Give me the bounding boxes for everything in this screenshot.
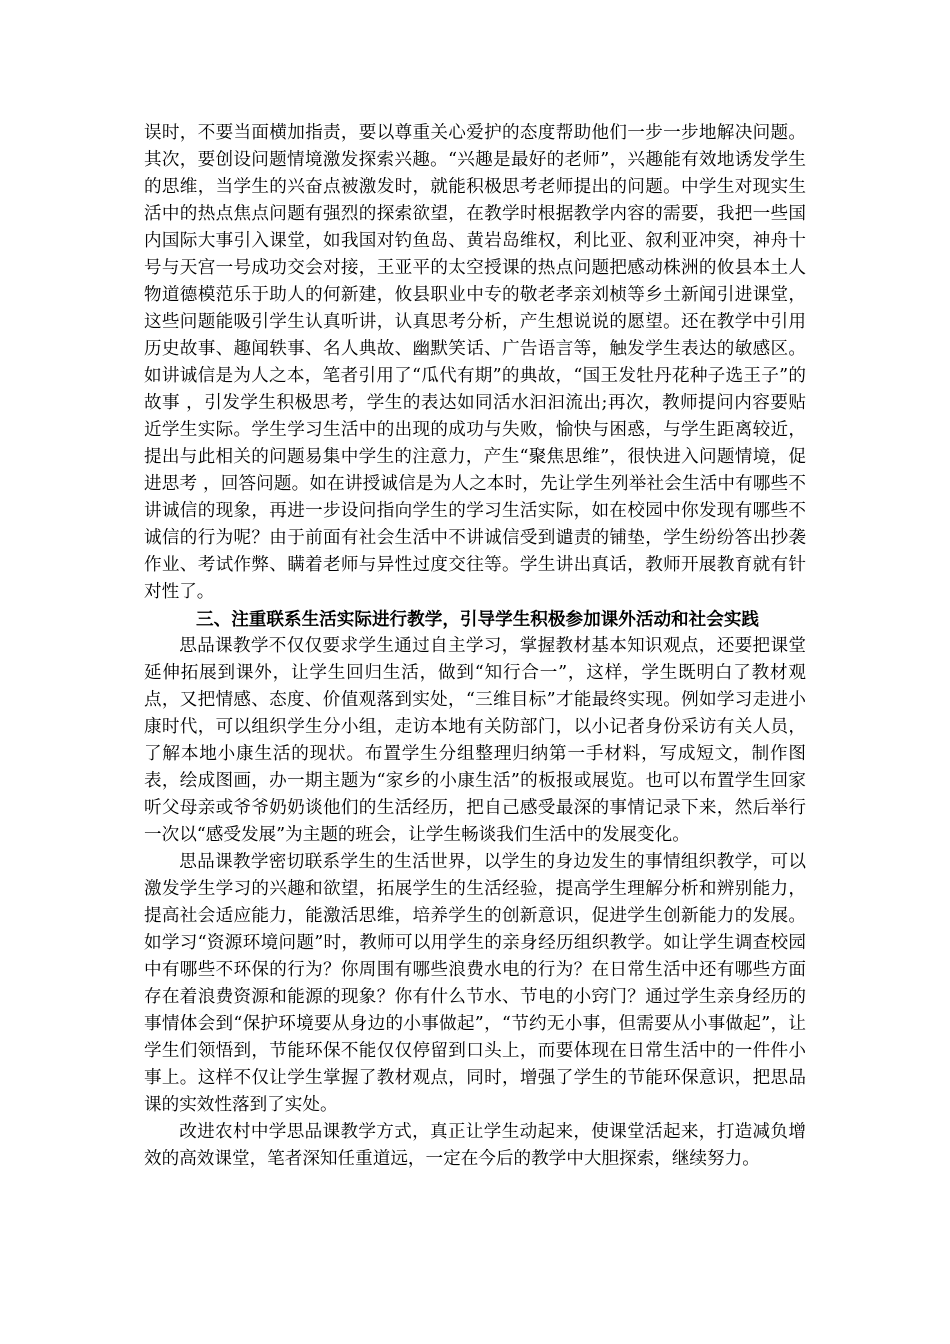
paragraph: 思品课教学密切联系学生的生活世界，以学生的身边发生的事情组织教学，可以激发学生学习的兴趣和欲望，拓展学生的生活经验，提高学生理解分析和辨别能力，提高社会适应能力，能激活思维，培养学生的创新意识，促进学生创新能力的发展。如学习“资源环境问题”时，教师可以用学生的亲身经历组织教学。如让学生调查校园中有哪些不环保的行为？你周围有哪些浪费水电的行为？在日常生活中还有哪些方面存在着浪费资源和能源的现象？你有什么节水、节电的小窍门？通过学生亲身经历的事情体会到“保护环境要从身边的小事做起”，“节约无小事，但需要从小事做起”，让学生们领悟到，节能环保不能仅仅停留到口头上，而要体现在日常生活中的一件件小事上。这样不仅让学生掌握了教材观点，同时，增强了学生的节能环保意识，把思品课的实效性落到了实处。 <box>144 852 806 1115</box>
paragraph-conclusion: 改进农村中学思品课教学方式，真正让学生动起来，使课堂活起来，打造减负增效的高效课堂，笔者深知任重道远，一定在今后的教学中大胆探索，继续努力。 <box>144 1122 806 1169</box>
section-heading: 三、注重联系生活实际进行教学，引导学生积极参加课外活动和社会实践 <box>196 609 760 630</box>
paragraph: 思品课教学不仅仅要求学生通过自主学习，掌握教材基本知识观点，还要把课堂延伸拓展到课外，让学生回归生活，做到“知行合一”，这样，学生既明白了教材观点，又把情感、态度、价值观落到实处，“三维目标”才能最终实现。例如学习走进小康时代，可以组织学生分小组，走访本地有关防部门，以小记者身份采访有关人员，了解本地小康生活的现状。布置学生分组整理归纳第一手材料，写成短文，制作图表，绘成图画，办一期主题为“家乡的小康生活”的板报或展览。也可以布置学生回家听父母亲或爷爷奶奶谈他们的生活经历，把自己感受最深的事情记录下来，然后举行一次以“感受发展”为主题的班会，让学生畅谈我们生活中的发展变化。 <box>144 636 806 845</box>
document-body <box>144 120 806 1173</box>
paragraph-continued: 误时，不要当面横加指责，要以尊重关心爱护的态度帮助他们一步一步地解决问题。其次，要创设问题情境激发探索兴趣。“兴趣是最好的老师”，兴趣能有效地诱发学生的思维，当学生的兴奋点被激发时，就能积极思考老师提出的问题。中学生对现实生活中的热点焦点问题有强烈的探索欲望，在教学时根据教学内容的需要，我把一些国内国际大事引入课堂，如我国对钓鱼岛、黄岩岛维权，利比亚、叙利亚冲突，神舟十号与天宫一号成功交会对接，王亚平的太空授课的热点问题把感动株洲的攸县本土人物道德模范乐于助人的何新建，攸县职业中专的敬老孝亲刘桢等乡土新闻引进课堂，这些问题能吸引学生认真听讲，认真思考分析，产生想说说的愿望。还在教学中引用历史故事、趣闻轶事、名人典故、幽默笑话、广告语言等，触发学生表达的敏感区。如讲诚信是为人之本，笔者引用了“瓜代有期”的典故，“国王发牡丹花种子选王子”的故事 ，引发学生积极思考，学生的表达如同活水汩汩流出;再次，教师提问内容要贴近学生实际。学生学习生活中的出现的成功与失败，愉快与困惑，与学生距离较近，提出与此相关的问题易集中学生的注意力，产生“聚焦思维”，很快进入问题情境，促进思考 ，回答问题。如在讲授诚信是为人之本时，先让学生列举社会生活中有哪些不讲诚信的现象，再进一步设问指向学生的学习生活实际，如在校园中你发现有哪些不诚信的行为呢？由于前面有社会生活中不讲诚信受到谴责的铺垫，学生纷纷答出抄袭作业、考试作弊、瞒着老师与异性过度交往等。学生讲出真话，教师开展教育就有针对性了。 <box>144 123 806 602</box>
